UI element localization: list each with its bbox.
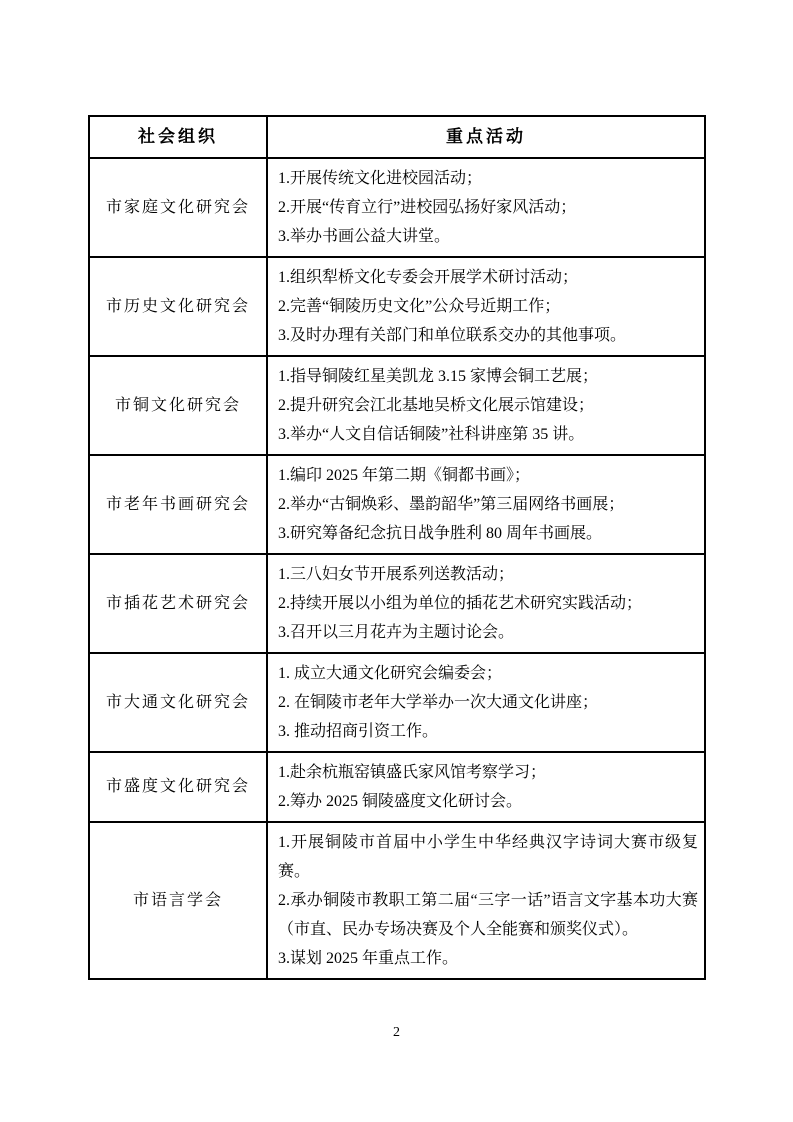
page-number: 2 xyxy=(393,1025,400,1040)
column-header-organization: 社会组织 xyxy=(89,116,267,158)
activity-item: 3.及时办理有关部门和单位联系交办的其他事项。 xyxy=(278,327,627,344)
table-row xyxy=(89,257,705,356)
activity-item: 2. 在铜陵市老年大学举办一次大通文化讲座； xyxy=(278,694,599,711)
activity-item: 3.谋划 2025 年重点工作。 xyxy=(278,950,459,967)
table-row xyxy=(89,356,705,455)
organization-name: 市大通文化研究会 xyxy=(89,653,267,752)
organization-name: 市历史文化研究会 xyxy=(89,257,267,356)
organization-name: 市语言学会 xyxy=(89,822,267,979)
organization-name: 市老年书画研究会 xyxy=(89,455,267,554)
activity-item: 1.指导铜陵红星美凯龙 3.15 家博会铜工艺展； xyxy=(278,368,599,385)
organization-name: 市插花艺术研究会 xyxy=(89,554,267,653)
activity-item: 1.编印 2025 年第二期《铜都书画》； xyxy=(278,467,531,484)
activities-cell xyxy=(267,822,705,979)
activity-item: 1.组织犁桥文化专委会开展学术研讨活动； xyxy=(278,269,579,286)
activity-item: 3.举办“人文自信话铜陵”社科讲座第 35 讲。 xyxy=(278,426,585,443)
activity-item: 2.承办铜陵市教职工第二届“三字一话”语言文字基本功大赛（市直、民办专场决赛及个人全能赛和颁奖仪式）。 xyxy=(278,892,698,938)
activities-cell xyxy=(267,554,705,653)
organization-name: 市家庭文化研究会 xyxy=(89,158,267,257)
activity-item: 1. 成立大通文化研究会编委会； xyxy=(278,665,503,682)
activity-item: 2.开展“传育立行”进校园弘扬好家风活动； xyxy=(278,199,577,216)
activities-cell xyxy=(267,455,705,554)
table-row xyxy=(89,752,705,822)
table-row xyxy=(89,653,705,752)
table-body xyxy=(89,158,705,979)
activity-item: 3.研究筹备纪念抗日战争胜利 80 周年书画展。 xyxy=(278,525,603,542)
table-row xyxy=(89,455,705,554)
activity-item: 2.持续开展以小组为单位的插花艺术研究实践活动； xyxy=(278,595,643,612)
activities-cell xyxy=(267,653,705,752)
activities-cell xyxy=(267,257,705,356)
activities-cell xyxy=(267,356,705,455)
activities-cell xyxy=(267,158,705,257)
activity-item: 3.举办书画公益大讲堂。 xyxy=(278,228,451,245)
header-row xyxy=(89,116,705,158)
activity-item: 3.召开以三月花卉为主题讨论会。 xyxy=(278,624,515,641)
activity-item: 1.三八妇女节开展系列送教活动； xyxy=(278,566,515,583)
activities-table xyxy=(88,115,706,980)
activity-item: 2.提升研究会江北基地吴桥文化展示馆建设； xyxy=(278,397,595,414)
activity-item: 3. 推动招商引资工作。 xyxy=(278,723,439,740)
table-row xyxy=(89,158,705,257)
table-row xyxy=(89,822,705,979)
organization-name: 市盛度文化研究会 xyxy=(89,752,267,822)
table-row xyxy=(89,554,705,653)
activity-item: 2.举办“古铜焕彩、墨韵韶华”第三届网络书画展； xyxy=(278,496,625,513)
activities-cell xyxy=(267,752,705,822)
activity-item: 2.完善“铜陵历史文化”公众号近期工作； xyxy=(278,298,561,315)
activity-item: 2.筹办 2025 铜陵盛度文化研讨会。 xyxy=(278,793,523,810)
activity-item: 1.赴余杭瓶窑镇盛氏家风馆考察学习； xyxy=(278,764,547,781)
column-header-key-activities: 重点活动 xyxy=(267,116,705,158)
activity-item: 1.开展传统文化进校园活动； xyxy=(278,170,483,187)
activity-item: 1.开展铜陵市首届中小学生中华经典汉字诗词大赛市级复赛。 xyxy=(278,834,698,880)
table-header xyxy=(89,116,705,158)
organization-name: 市铜文化研究会 xyxy=(89,356,267,455)
